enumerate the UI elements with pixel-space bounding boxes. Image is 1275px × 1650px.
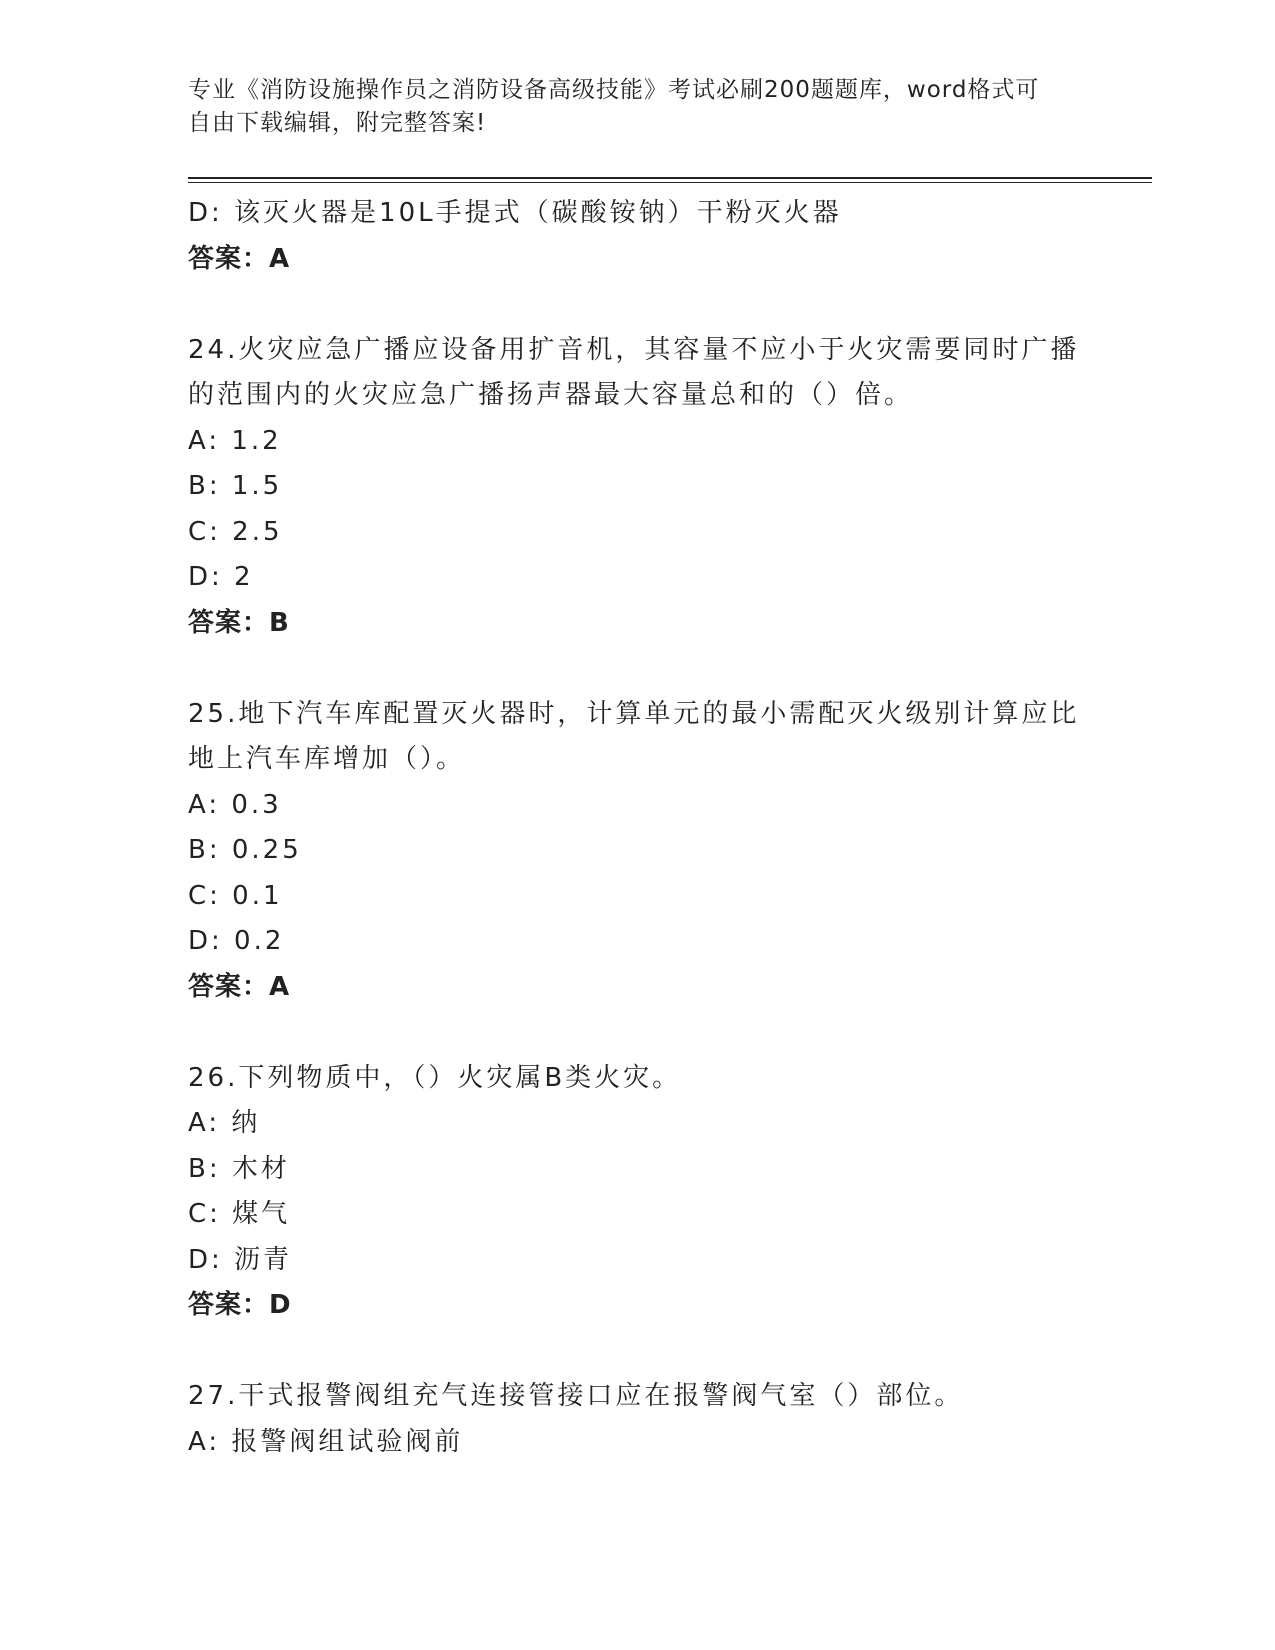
option-d: D: 沥青 [188, 1244, 293, 1275]
spacer [188, 1010, 1088, 1056]
option-b: B: 1.5 [188, 471, 283, 501]
option-b: B: 0.25 [188, 835, 302, 865]
spacer [188, 282, 1088, 328]
question-stem: 25.地下汽车库配置灭火器时，计算单元的最小需配灭火级别计算应比 [188, 698, 1080, 729]
question-stem-continued: 地上汽车库增加（）。 [188, 744, 466, 774]
option-d: D: 0.2 [188, 926, 285, 956]
option-a: A: 报警阀组试验阀前 [188, 1426, 464, 1457]
answer-line: 答案：B [188, 607, 290, 638]
question-stem-continued: 的范围内的火灾应急广播扬声器最大容量总和的（）倍。 [188, 380, 914, 410]
question-stem: 24.火灾应急广播应设备用扩音机，其容量不应小于火灾需要同时广播 [188, 334, 1080, 365]
header-line-1: 专业《消防设施操作员之消防设备高级技能》考试必刷200题题库，word格式可 [188, 77, 1040, 103]
question-block-24 [188, 328, 1088, 647]
question-block-23-tail [188, 191, 1088, 282]
question-stem: 27.干式报警阀组充气连接管接口应在报警阀气室（）部位。 [188, 1381, 964, 1411]
option-a: A: 1.2 [188, 425, 282, 456]
option-c: C: 煤气 [188, 1199, 291, 1229]
question-block-25 [188, 692, 1088, 1011]
header-line-2: 自由下载编辑，附完整答案! [188, 110, 487, 136]
option-a: A: 纳 [188, 1108, 261, 1138]
question-stem: 26.下列物质中，（）火灾属B类火灾。 [188, 1062, 682, 1093]
spacer [188, 646, 1088, 692]
header-rule-thick [188, 177, 1152, 179]
option-d: D: 2 [188, 562, 254, 592]
question-list [188, 191, 1088, 1465]
option-c: C: 2.5 [188, 516, 283, 547]
answer-line: 答案：D [188, 1290, 292, 1320]
spacer [188, 1329, 1088, 1375]
answer-line: 答案：A [188, 971, 291, 1002]
answer-line: 答案：A [188, 243, 291, 274]
option-c: C: 0.1 [188, 880, 283, 911]
document-header [188, 74, 1068, 140]
header-rule-thin [188, 182, 1152, 183]
option-b: B: 木材 [188, 1153, 290, 1184]
option-d: D: 该灭火器是10L手提式（碳酸铵钠）干粉灭火器 [188, 198, 842, 228]
option-a: A: 0.3 [188, 789, 282, 820]
question-block-27 [188, 1374, 1088, 1465]
question-block-26 [188, 1056, 1088, 1329]
